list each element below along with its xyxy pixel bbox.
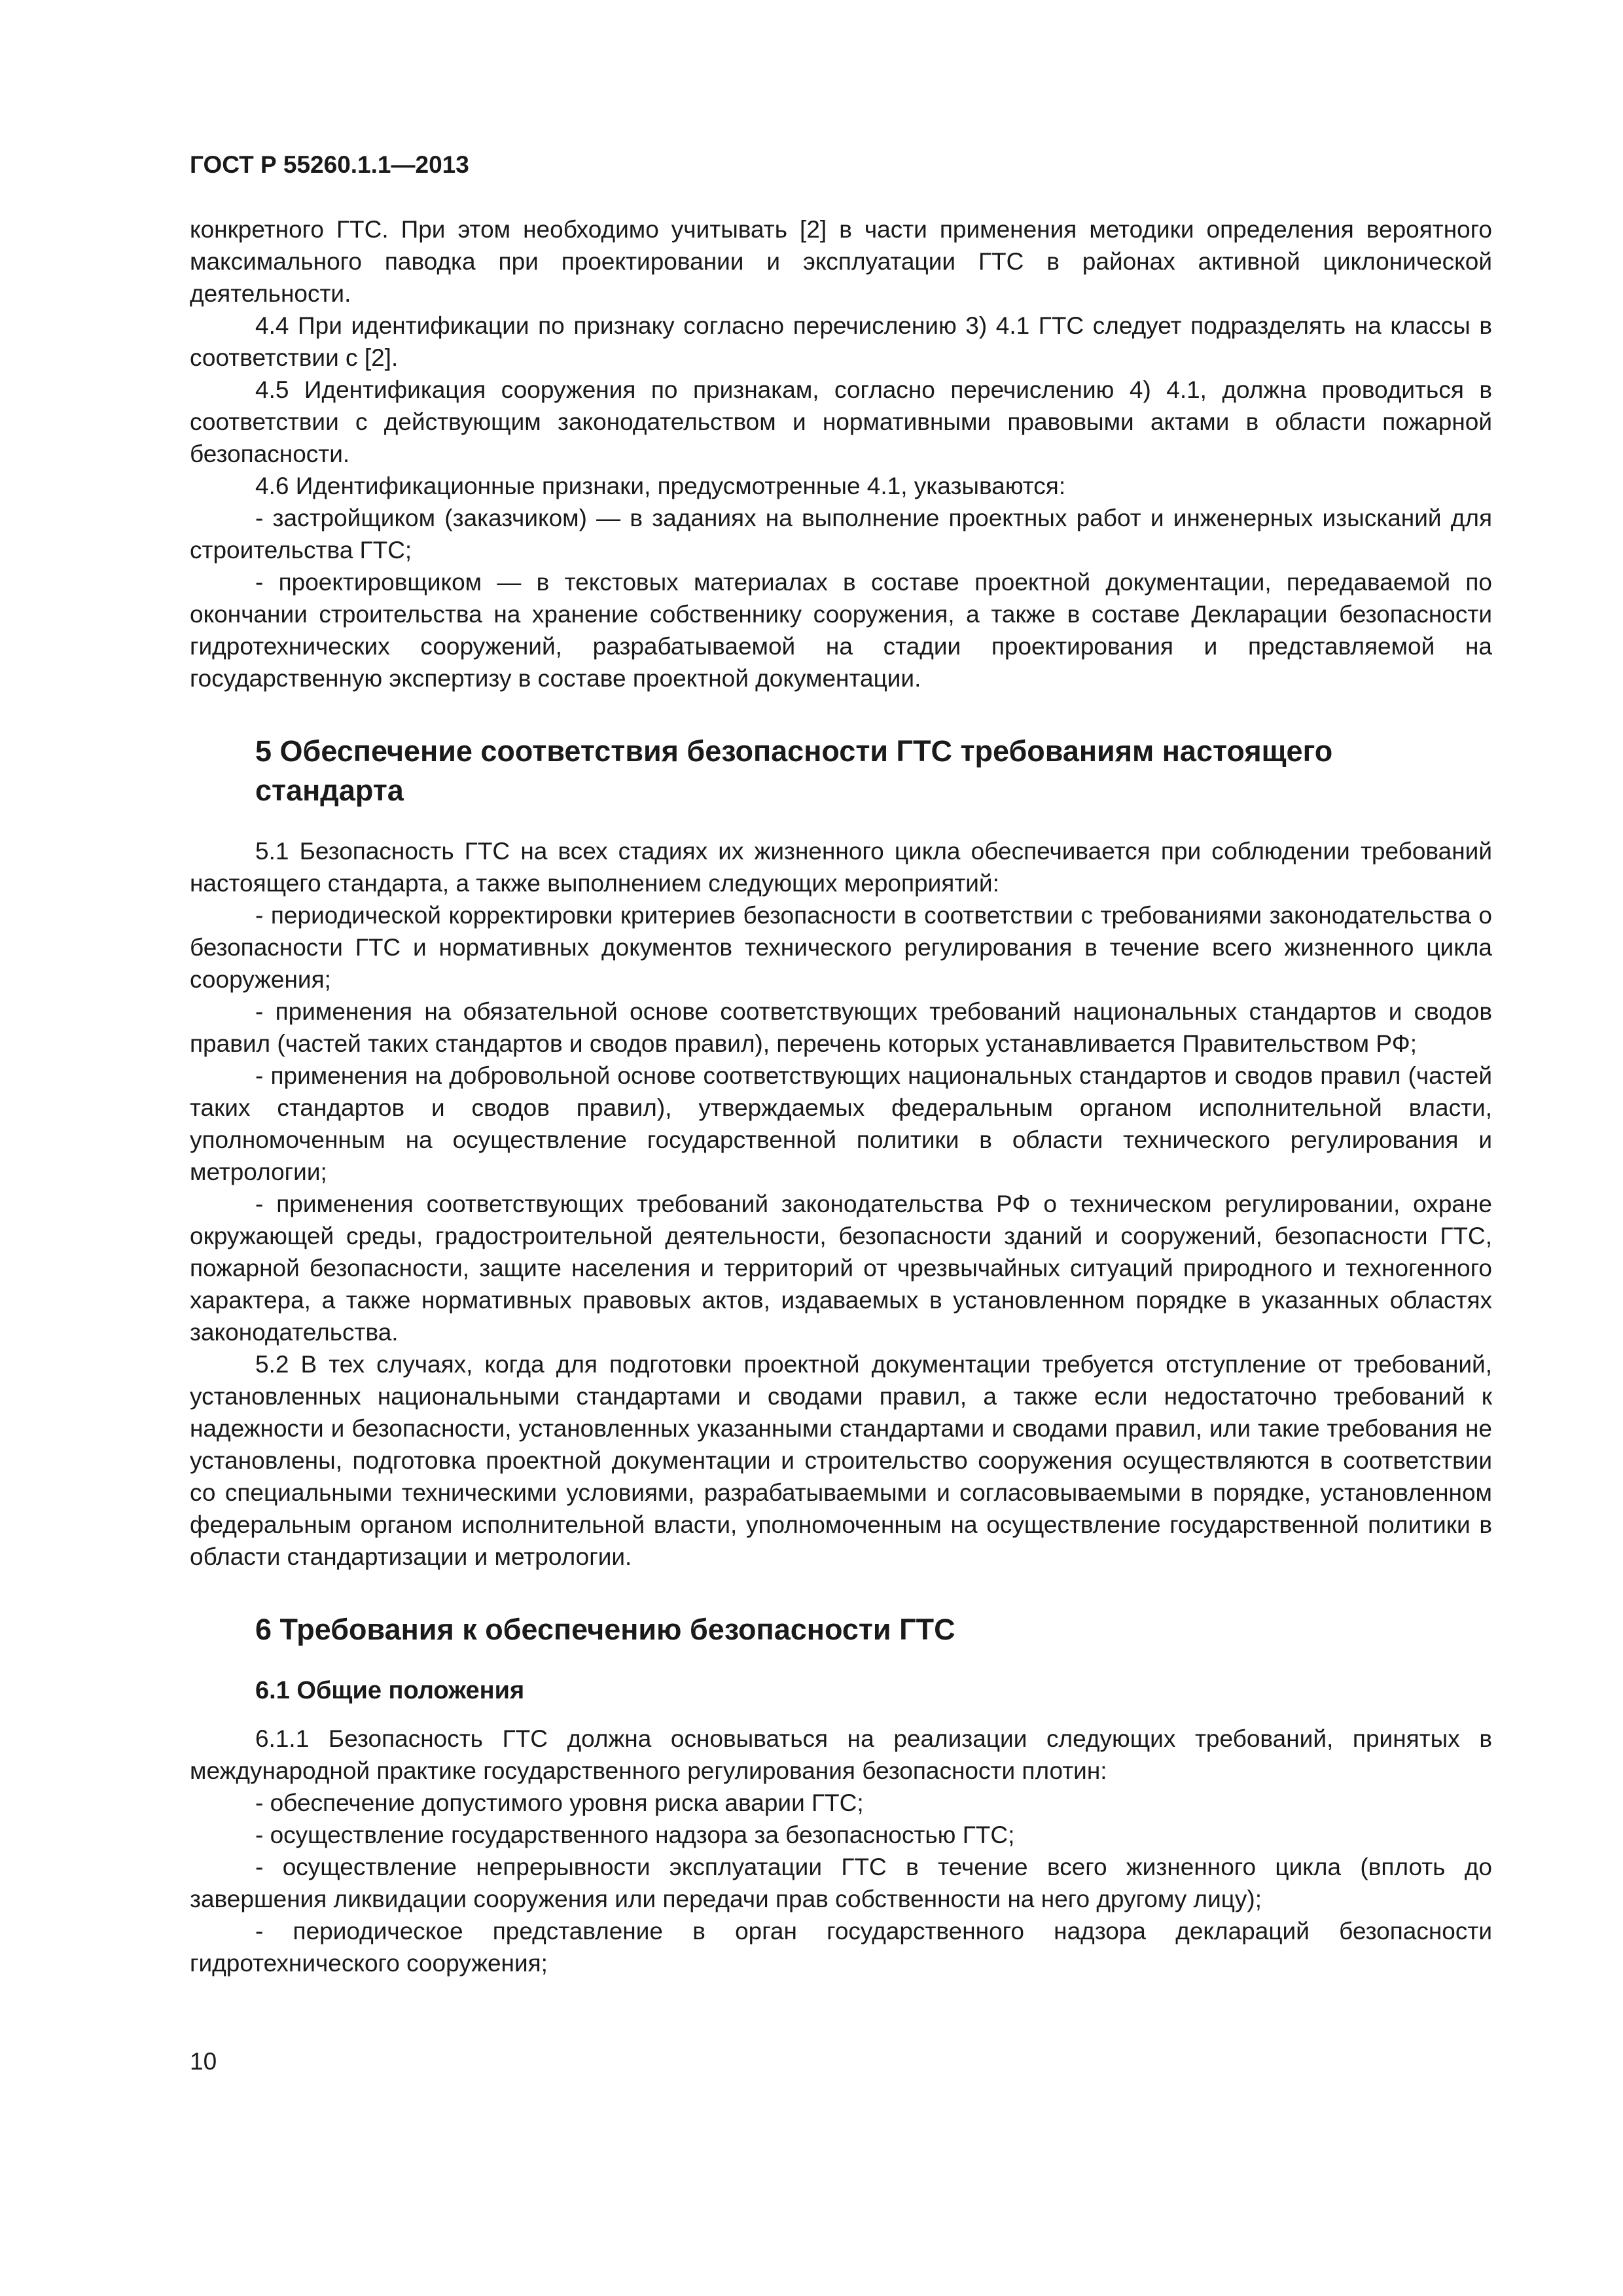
section-heading: 5 Обеспечение соответствия безопасности ГТС требованиям настоящего стандарта [255,734,1333,807]
paragraph: 4.4 При идентификации по признаку согласно перечислению 3) 4.1 ГТС следует подразделять на классы в соответствии с [2]. [190,312,1492,371]
document-page [190,151,1492,1979]
paragraph: - периодическое представление в орган государственного надзора деклараций безопасности гидротехнического сооружения; [190,1918,1492,1977]
paragraph: конкретного ГТС. При этом необходимо учитывать [2] в части применения методики определения вероятного максимального паводка при проектировании и эксплуатации ГТС в районах активной циклонической деятельности. [190,216,1492,307]
document-code-header: ГОСТ Р 55260.1.1—2013 [190,151,469,178]
paragraph: - периодической корректировки критериев безопасности в соответствии с требованиями законодательства о безопасности ГТС и нормативных документов технического регулирования в течение всего жизненного цикла сооружения; [190,902,1492,993]
paragraph: - применения на добровольной основе соответствующих национальных стандартов и сводов правил (частей таких стандартов и сводов правил), утверждаемых федеральным органом исполнительной власти, уполномоченным на осуществление государственной политики в области технического регулирования и метрологии; [190,1062,1492,1185]
paragraph: 5.1 Безопасность ГТС на всех стадиях их жизненного цикла обеспечивается при соблюдении требований настоящего стандарта, а также выполнением следующих мероприятий: [190,838,1492,897]
paragraph: 4.6 Идентификационные признаки, предусмотренные 4.1, указываются: [255,473,1066,499]
section-heading: 6 Требования к обеспечению безопасности ГТС [255,1613,955,1646]
paragraph: 6.1.1 Безопасность ГТС должна основываться на реализации следующих требований, принятых в международной практике государственного регулирования безопасности плотин: [190,1725,1492,1784]
paragraph: - обеспечение допустимого уровня риска аварии ГТС; [255,1789,864,1816]
paragraph: 5.2 В тех случаях, когда для подготовки проектной документации требуется отступление от требований, установленных национальными стандартами и сводами правил, а также если недостаточно требований к надежности и безопасности, установленных указанными стандартами и сводами правил, или такие требования не установлены, подготовка проектной документации и строительство сооружения осуществляются в соответствии со специальными техническими условиями, разрабатываемыми и согласовываемыми в порядке, установленном федеральным органом исполнительной власти, уполномоченным на осуществление государственной политики в области стандартизации и метрологии. [190,1351,1492,1570]
paragraph: 4.5 Идентификация сооружения по признакам, согласно перечислению 4) 4.1, должна проводиться в соответствии с действующим законодательством и нормативными правовыми актами в области пожарной безопасности. [190,376,1492,467]
paragraph: - застройщиком (заказчиком) — в заданиях на выполнение проектных работ и инженерных изысканий для строительства ГТС; [190,505,1492,564]
paragraph: - применения на обязательной основе соответствующих требований национальных стандартов и сводов правил (частей таких стандартов и сводов правил), перечень которых устанавливается Правительством РФ; [190,998,1492,1057]
paragraph: - проектировщиком — в текстовых материалах в составе проектной документации, передаваемой по окончании строительства на хранение собственнику сооружения, а также в составе Декларации безопасности гидротехнических сооружений, разрабатываемой на стадии проектирования и представляемой на государственную экспертизу в составе проектной документации. [190,569,1492,692]
paragraph: - осуществление государственного надзора за безопасностью ГТС; [255,1821,1015,1848]
document-body [190,213,1492,1979]
page-number: 10 [190,2048,217,2075]
paragraph: - осуществление непрерывности эксплуатации ГТС в течение всего жизненного цикла (вплоть до завершения ликвидации сооружения или передачи прав собственности на него другому лицу); [190,1854,1492,1912]
paragraph: - применения соответствующих требований законодательства РФ о техническом регулировании, охране окружающей среды, градостроительной деятельности, безопасности зданий и сооружений, безопасности ГТС, пожарной безопасности, защите населения и территорий от чрезвычайных ситуаций природного и техногенного характера, а также нормативных правовых актов, издаваемых в установленном порядке в указанных областях законодательства. [190,1191,1492,1346]
subsection-heading: 6.1 Общие положения [255,1677,525,1704]
